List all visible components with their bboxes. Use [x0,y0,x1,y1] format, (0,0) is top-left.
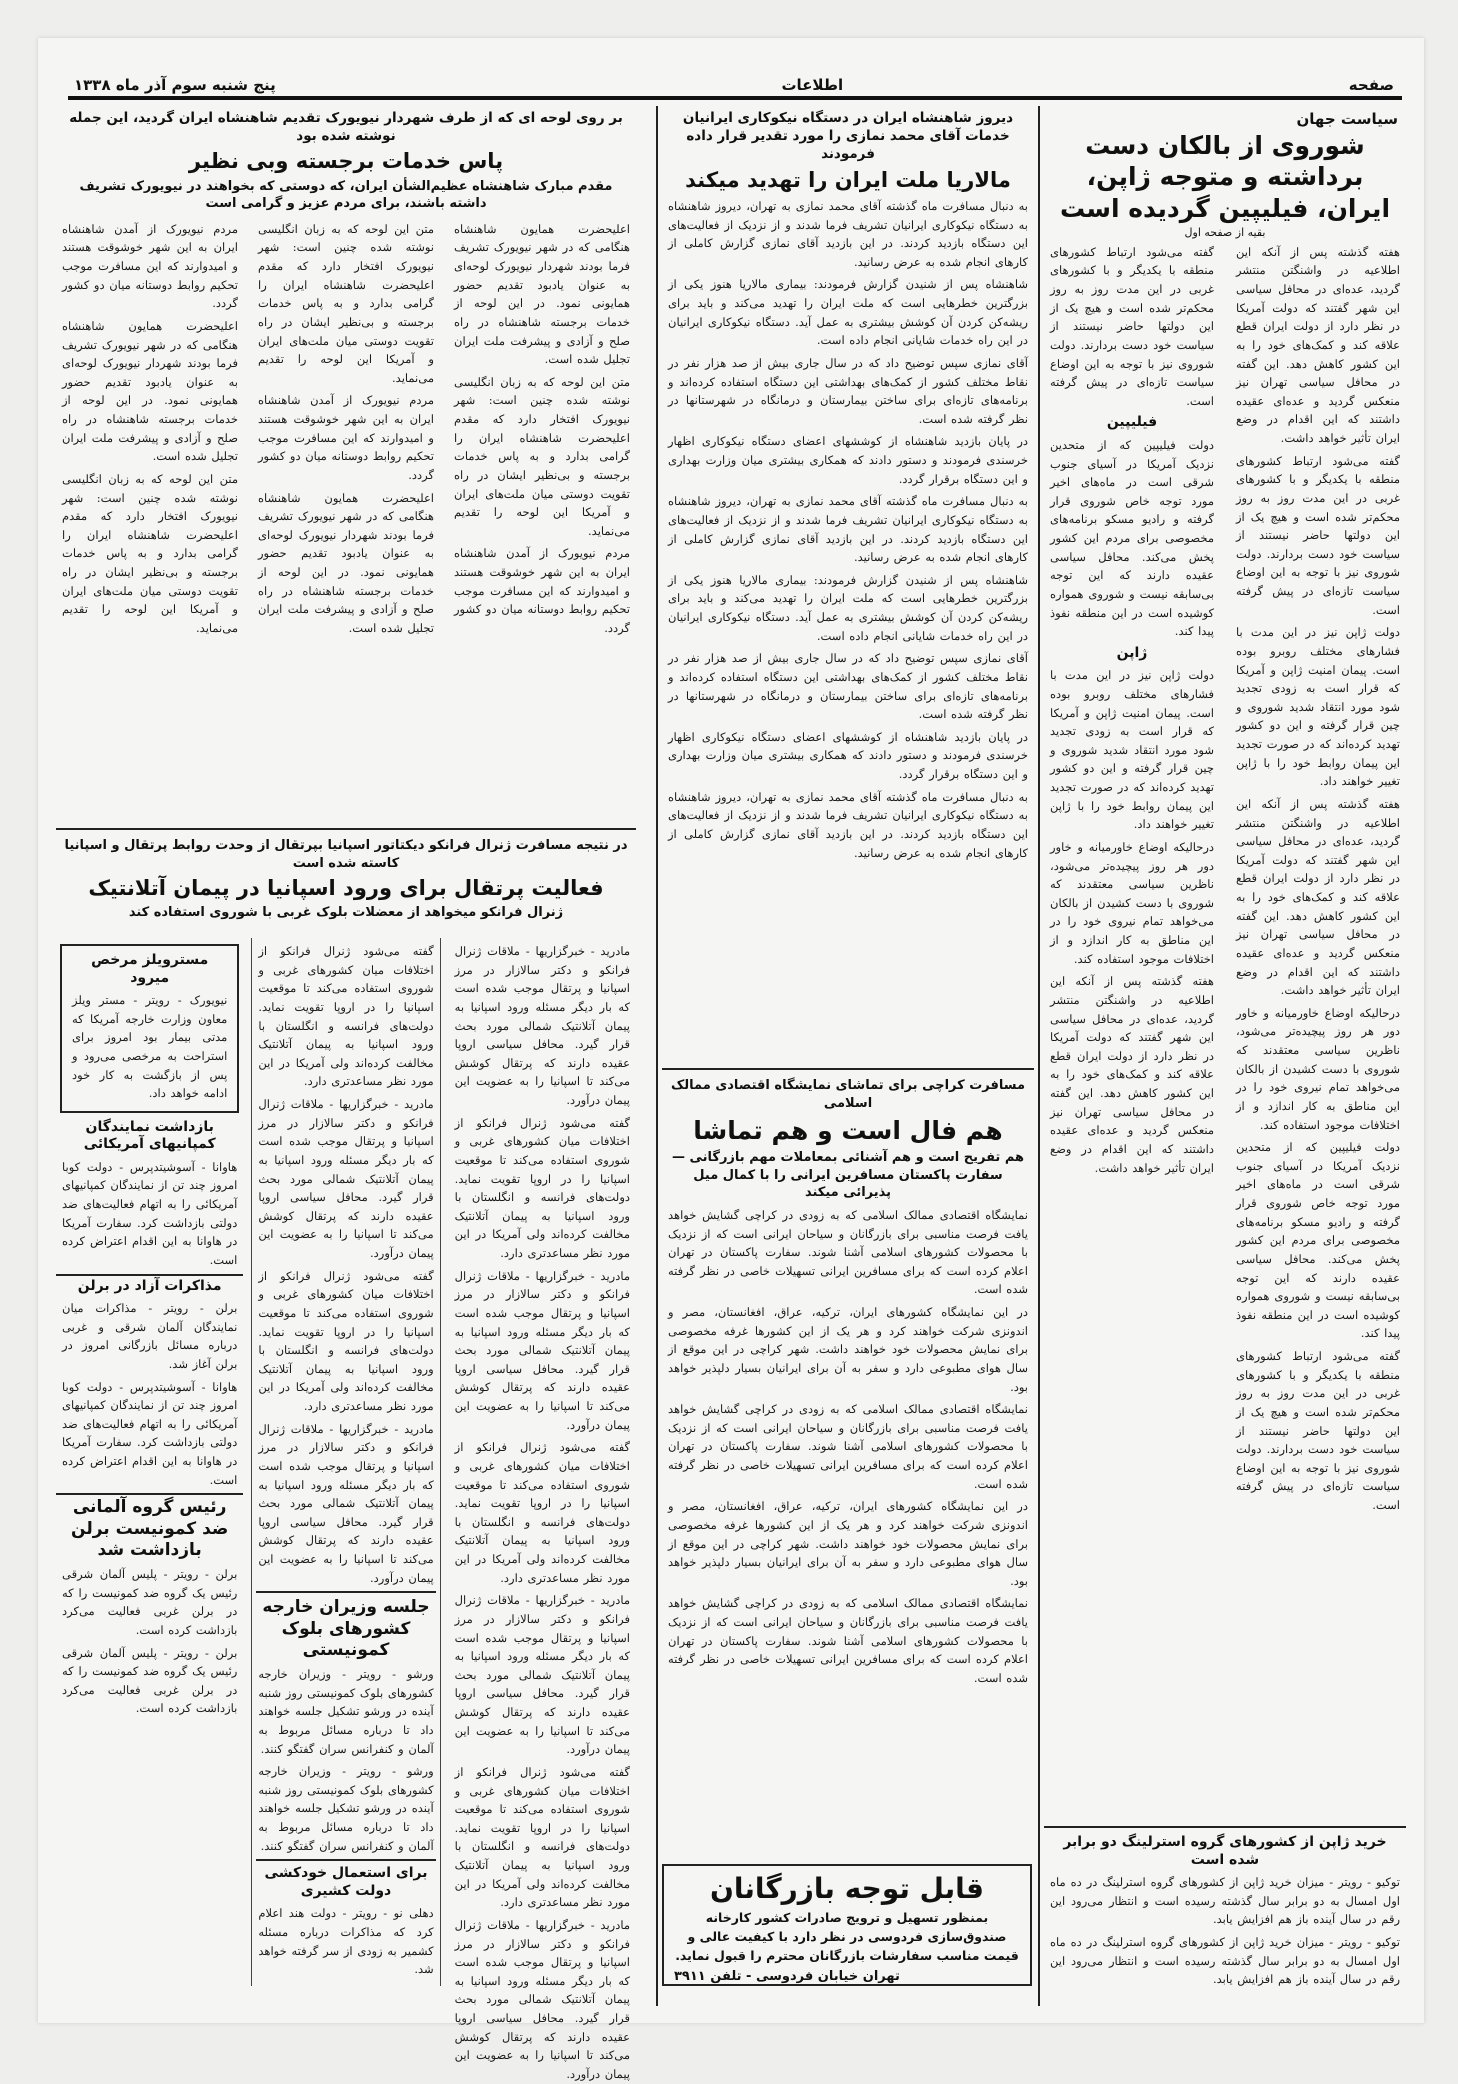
article-paragraph: درحالیکه اوضاع خاورمیانه و خاور دور هر روز پیچیده‌تر می‌شود، ناظرین سیاسی معتقدند که شوروی با دست کشیدن از بالکان می‌خواهد تمام نیروی خود را در این مناطق به کار اندازد و از اختلافات موجود استفاده کند. [1050,839,1214,966]
brief-title: مذاکرات آزاد در برلن [77,1277,222,1294]
deck-karachi: هم تفریح است و هم آشنائی بمعاملات مهم بازرگانی — سفارت پاکستان مسافرین ایرانی را با کمال میل پذیرائی میکند [671,1150,1025,1201]
article-paragraph: به دنبال مسافرت ماه گذشته آقای محمد نمازی به تهران، دیروز شاهنشاه به دستگاه نیکوکاری ایرانیان تشریف فرما شدند و از نزدیک از فعالیت‌های این دستگاه بازدید کردند. در این بازدید آقای نمازی گزارش کاملی از کارهای انجام شده به عرض رسانید. [668,494,1028,565]
article-paragraph: هفته گذشته پس از آنکه این اطلاعیه در واشنگتن منتشر گردید، عده‌ای در محافل سیاسی این شهر گفتند که دولت آمریکا در نظر دارد از دولت ایران قطع علاقه کند و کمک‌های خود را به این کشور کاهش دهد. این گفته در محافل سیاسی تهران نیز منعکس گردید و عده‌ای عقیده داشتند که این اقدام در وضع ایران تأثیر خواهد داشت. [1236,244,1400,445]
article-paragraph: مردم نیویورک از آمدن شاهنشاه ایران به این شهر خوشوقت هستند و امیدوارند که این مسافرت موجب تحکیم روابط دوستانه میان دو کشور گردد. [454,546,630,635]
article-paragraph: نمایشگاه اقتصادی ممالک اسلامی که به زودی در کراچی گشایش خواهد یافت فرصت مناسبی برای بازرگانان و سیاحان ایرانی است که از نزدیک با محصولات کشورهای اسلامی آشنا شوند. سفارت پاکستان در تهران اعلام کرده است که برای مسافرین ایرانی تسهیلات خاصی در نظر گرفته شده است. [668,1402,1028,1491]
article-paragraph: در پایان بازدید شاهنشاه از کوششهای اعضای دستگاه نیکوکاری اظهار خرسندی فرمودند و دستور دادند که همکاری بیشتری میان وزارت بهداری و این دستگاه برقرار گردد. [668,729,1028,782]
article-paragraph: نمایشگاه اقتصادی ممالک اسلامی که به زودی در کراچی گشایش خواهد یافت فرصت مناسبی برای بازرگانان و سیاحان ایرانی است که از نزدیک با محصولات کشورهای اسلامی آشنا شوند. سفارت پاکستان در تهران اعلام کرده است که برای مسافرین ایرانی تسهیلات خاصی در نظر گرفته شده است. [668,1207,1028,1297]
article-paragraph: دولت ژاپن نیز در این مدت با فشارهای مختلف روبرو بوده است. پیمان امنیت ژاپن و آمریکا که قرار است به زودی تجدید شود مورد انتقاد شدید شوروی و چین قرار گرفته و این دو کشور تهدید کرده‌اند که در صورت تجدید این پیمان روابط خود را با ژاپن تغییر خواهند داد. [1050,668,1214,832]
deck-franco: ژنرال فرانکو میخواهد از معضلات بلوک غربی با شوروی استفاده کند [128,905,564,921]
brief-body: هاوانا - آسوشیتدپرس - دولت کوبا امروز چند تن از نمایندگان کمپانیهای آمریکائی را به اتهام فعالیت‌های ضد دولتی بازداشت کرد. سفارت آمریکا در هاوانا به این اقدام اعتراض کرده است. [62,1379,238,1487]
article-paragraph: به دنبال مسافرت ماه گذشته آقای محمد نمازی به تهران، دیروز شاهنشاه به دستگاه نیکوکاری ایرانیان تشریف فرما شدند و از نزدیک از فعالیت‌های این دستگاه بازدید کردند. در این بازدید آقای نمازی گزارش کاملی از کارهای انجام شده به عرض رسانید. [668,198,1028,269]
brief-berlin-group [56,1493,243,1718]
column-left-franco [56,834,636,934]
article-paragraph: متن این لوحه که به زبان انگلیسی نوشته شده چنین است: شهر نیویورک افتخار دارد که مقدم اعلیحضرت شاهنشاه ایران را گرامی بدارد و به پاس خدمات برجسته و بی‌نظیر ایشان در راه تقویت دوستی میان ملت‌های ایران و آمریکا این لوحه را تقدیم می‌نماید. [454,374,630,538]
subhead-philippines: فیلیپین [1106,414,1158,431]
article-paragraph: گفته می‌شود ژنرال فرانکو از اختلافات میان کشورهای غربی و شوروی استفاده می‌کند تا موقعیت اسپانیا را در اروپا تقویت نماید. دولت‌های فرانسه و انگلستان با ورود اسپانیا به پیمان آتلانتیک مخالفت کرده‌اند ولی آمریکا در این مورد نظر مساعدتری دارد. [454,1115,630,1260]
brief-body: هاوانا - آسوشیتدپرس - دولت کوبا امروز چند تن از نمایندگان کمپانیهای آمریکائی را به اتهام فعالیت‌های ضد دولتی بازداشت کرد. سفارت آمریکا در هاوانا به این اقدام اعتراض کرده است. [62,1159,238,1267]
kicker-newyork: بر روی لوحه ای که از طرف شهردار نیویورک تقدیم شاهنشاه ایران گردید، این جمله نوشته شده بود [69,110,623,145]
article-paragraph: درحالیکه اوضاع خاورمیانه و خاور دور هر روز پیچیده‌تر می‌شود، ناظرین سیاسی معتقدند که شوروی با دست کشیدن از بالکان می‌خواهد تمام نیروی خود را در این مناطق به کار اندازد و از اختلافات موجود استفاده کند. [1236,1005,1400,1132]
article-paragraph: مادرید - خبرگزاریها - ملاقات ژنرال فرانکو و دکتر سالازار در مرز اسپانیا و پرتقال موجب شده است که بار دیگر مسئله ورود اسپانیا به پیمان آتلانتیک شمالی مورد بحث قرار گیرد. محافل سیاسی اروپا عقیده دارند که پرتقال کوشش می‌کند تا اسپانیا را به عضویت این پیمان درآورد. [454,944,630,1107]
article-paragraph: مادرید - خبرگزاریها - ملاقات ژنرال فرانکو و دکتر سالازار در مرز اسپانیا و پرتقال موجب شده است که بار دیگر مسئله ورود اسپانیا به پیمان آتلانتیک شمالی مورد بحث قرار گیرد. محافل سیاسی اروپا عقیده دارند که پرتقال کوشش می‌کند تا اسپانیا را به عضویت این پیمان درآورد. [258,1097,434,1260]
column-right [1044,106,1406,2006]
column-divider [656,106,658,2006]
paper-name: اطلاعات [781,76,844,94]
continued-note: بقیه از صفحه اول [1184,225,1266,239]
brief-berlin [56,1274,243,1490]
article-paragraph: ورشو - رویتر - وزیران خارجه کشورهای بلوک کمونیستی روز شنبه آینده در ورشو تشکیل جلسه خواهند داد تا درباره مسائل مربوط به آلمان و کنفرانس سران گفتگو کنند. [258,1764,434,1853]
article-paragraph: ورشو - رویتر - وزیران خارجه کشورهای بلوک کمونیستی روز شنبه آینده در ورشو تشکیل جلسه خواهند داد تا درباره مسائل مربوط به آلمان و کنفرانس سران گفتگو کنند. [258,1667,434,1756]
brief-title: بازداشت نمایندگان کمپانیهای آمریکائی [83,1118,216,1153]
article-paragraph: گفته می‌شود ارتباط کشورهای منطقه با یکدیگر و با کشورهای غربی در این مدت روز به روز محکم‌تر شده است و هیچ یک از این دولتها حاضر نیستند از سیاست خود دست بردارند. دولت شوروی نیز با توجه به این اوضاع سیاست تازه‌ای در پیش گرفته است. [1236,453,1400,617]
headline-malaria: مالاریا ملت ایران را تهدید میکند [685,167,1011,192]
article-paragraph: متن این لوحه که به زبان انگلیسی نوشته شده چنین است: شهر نیویورک افتخار دارد که مقدم اعلیحضرت شاهنشاه ایران را گرامی بدارد و به پاس خدمات برجسته و بی‌نظیر ایشان در راه تقویت دوستی میان ملت‌های ایران و آمریکا این لوحه را تقدیم می‌نماید. [62,471,238,635]
brief-body: برلن - رویتر - مذاکرات میان نمایندگان آلمان شرقی و غربی درباره مسائل بازرگانی امروز در برلن آغاز شد. [62,1301,238,1371]
article-paragraph: گفته می‌شود ژنرال فرانکو از اختلافات میان کشورهای غربی و شوروی استفاده می‌کند تا موقعیت اسپانیا را در اروپا تقویت نماید. دولت‌های فرانسه و انگلستان با ورود اسپانیا به پیمان آتلانتیک مخالفت کرده‌اند ولی آمریکا در این مورد نظر مساعدتری دارد. [454,1440,630,1585]
masthead [74,58,1394,94]
headline-karachi: هم فال است و هم تماشا [693,1116,1003,1146]
brief-body: نیویورک - رویتر - مستر ویلز معاون وزارت خارجه آمریکا که مدتی بیمار بود امروز برای استراحت به مرخصی می‌رود و پس از بازگشت به کار خود ادامه خواهد داد. [72,993,228,1101]
article-paragraph: دولت فیلیپین که از متحدین نزدیک آمریکا در آسیای جنوب شرقی است در ماه‌های اخیر مورد توجه خاص شوروی قرار گرفته و رادیو مسکو برنامه‌های مخصوصی برای مردم این کشور پخش می‌کند. محافل سیاسی عقیده دارند که این توجه بی‌سابقه نیست و شوروی همواره کوشیده است در این منطقه نفوذ پیدا کند. [1236,1140,1400,1341]
article-paragraph: گفته می‌شود ژنرال فرانکو از اختلافات میان کشورهای غربی و شوروی استفاده می‌کند تا موقعیت اسپانیا را در اروپا تقویت نماید. دولت‌های فرانسه و انگلستان با ورود اسپانیا به پیمان آتلانتیک مخالفت کرده‌اند ولی آمریکا در این مورد نظر مساعدتری دارد. [454,1764,630,1910]
article-paragraph: شاهنشاه پس از شنیدن گزارش فرمودند: بیماری مالاریا هنوز یکی از بزرگترین خطرهایی است که ملت ایران را تهدید می‌کند و باید برای ریشه‌کن کردن آن کوشش بیشتری به عمل آید. دستگاه نیکوکاری ایرانیان در این راه خدمات شایانی انجام داده است. [668,277,1028,348]
article-paragraph: اعلیحضرت همایون شاهنشاه هنگامی که در شهر نیویورک تشریف فرما بودند شهردار نیویورک لوحه‌ای به عنوان یادبود تقدیم حضور همایونی نمود. در این لوحه از خدمات برجسته شاهنشاه در راه صلح و آزادی و پیشرفت ملت ایران تجلیل شده است. [454,221,630,367]
headline-newyork: پاس خدمات برجسته وبی نظیر [188,149,504,174]
article-paragraph: هفته گذشته پس از آنکه این اطلاعیه در واشنگتن منتشر گردید، عده‌ای در محافل سیاسی این شهر گفتند که دولت آمریکا در نظر دارد از دولت ایران قطع علاقه کند و کمک‌های خود را به این کشور کاهش دهد. این گفته در محافل سیاسی تهران نیز منعکس گردید و عده‌ای عقیده داشتند که این اقدام در وضع ایران تأثیر خواهد داشت. [1236,796,1400,998]
box-japan-sterling [1044,1826,1406,1988]
kicker-world-politics: سیاست جهان [1296,110,1398,128]
ad-box [662,1864,1032,1986]
headline-soviet-balkans: شوروی از بالکان دست برداشته و متوجه ژاپن، ایران، فیلیپین گردیده است [1059,131,1391,223]
kicker-malaria: دیروز شاهنشاه ایران در دستگاه نیکوکاری ایرانیان خدمات آقای محمد نمازی را مورد تقدیر قرار داده فرمودند [682,110,1014,163]
article-paragraph: گفته می‌شود ارتباط کشورهای منطقه با یکدیگر و با کشورهای غربی در این مدت روز به روز محکم‌تر شده است و هیچ یک از این دولتها حاضر نیستند از سیاست خود دست بردارند. دولت شوروی نیز با توجه به این اوضاع سیاست تازه‌ای در پیش گرفته است. [1236,1349,1400,1512]
masthead-rule [68,96,1402,100]
kicker-karachi: مسافرت کراچی برای تماشای نمایشگاه اقتصادی ممالک اسلامی [670,1078,1026,1111]
headline-bloc-meeting: جلسه وزیران خارجه کشورهای بلوک کمونیستی [256,1591,435,1661]
article-paragraph: اعلیحضرت همایون شاهنشاه هنگامی که در شهر نیویورک تشریف فرما بودند شهردار نیویورک لوحه‌ای به عنوان یادبود تقدیم حضور همایونی نمود. در این لوحه از خدمات برجسته شاهنشاه در راه صلح و آزادی و پیشرفت ملت ایران تجلیل شده است. [62,318,238,464]
article-paragraph: مردم نیویورک از آمدن شاهنشاه ایران به این شهر خوشوقت هستند و امیدوارند که این مسافرت موجب تحکیم روابط دوستانه میان دو کشور گردد. [62,221,238,311]
box-title: خرید ژاپن از کشورهای گروه استرلینگ دو برابر شده است [1063,1834,1387,1868]
article-paragraph: دهلی نو - رویتر - دولت هند اعلام کرد که مذاکرات درباره مسئله کشمیر به زودی از سر گرفته خواهد شد. [258,1906,434,1977]
article-paragraph: مادرید - خبرگزاریها - ملاقات ژنرال فرانکو و دکتر سالازار در مرز اسپانیا و پرتقال موجب شده است که بار دیگر مسئله ورود اسپانیا به پیمان آتلانتیک شمالی مورد بحث قرار گیرد. محافل سیاسی اروپا عقیده دارند که پرتقال کوشش می‌کند تا اسپانیا را به عضویت این پیمان درآورد. [454,1917,630,2081]
article-paragraph: مادرید - خبرگزاریها - ملاقات ژنرال فرانکو و دکتر سالازار در مرز اسپانیا و پرتقال موجب شده است که بار دیگر مسئله ورود اسپانیا به پیمان آتلانتیک شمالی مورد بحث قرار گیرد. محافل سیاسی اروپا عقیده دارند که پرتقال کوشش می‌کند تا اسپانیا را به عضویت این پیمان درآورد. [454,1268,630,1432]
article-paragraph: در این نمایشگاه کشورهای ایران، ترکیه، عراق، افغانستان، مصر و اندونزی شرکت خواهند کرد و هر یک از این کشورها غرفه مخصوصی برای نمایش محصولات خود خواهند داشت. شهر کراچی در این موقع از سال هوای مطبوعی دارد و سفر به آن برای ایرانیان بسیار دلپذیر خواهد بود. [668,1499,1028,1588]
brief-wells [60,944,239,1113]
brief-title: رئیس گروه آلمانی ضد کمونیست برلن بازداشت شد [71,1497,229,1560]
column-divider [1038,106,1040,2006]
article-paragraph: مادرید - خبرگزاریها - ملاقات ژنرال فرانکو و دکتر سالازار در مرز اسپانیا و پرتقال موجب شده است که بار دیگر مسئله ورود اسپانیا به پیمان آتلانتیک شمالی مورد بحث قرار گیرد. محافل سیاسی اروپا عقیده دارند که پرتقال کوشش می‌کند تا اسپانیا را به عضویت این پیمان درآورد. [454,1593,630,1757]
brief-body: برلن - رویتر - پلیس آلمان شرقی رئیس یک گروه ضد کمونیست را که در برلن غربی فعالیت می‌کرد بازداشت کرده است. [62,1645,238,1716]
headline-kashmir: برای استعمال خودکشی دولت کشیری [256,1859,435,1900]
headline-franco: فعالیت پرتقال برای ورود اسپانیا در پیمان آتلانتیک [88,876,604,901]
article-karachi [662,1074,1034,1854]
article-paragraph: اعلیحضرت همایون شاهنشاه هنگامی که در شهر نیویورک تشریف فرما بودند شهردار نیویورک لوحه‌ای به عنوان یادبود تقدیم حضور همایونی نمود. در این لوحه از خدمات برجسته شاهنشاه در راه صلح و آزادی و پیشرفت ملت ایران تجلیل شده است. [258,490,434,635]
article-paragraph: دولت ژاپن نیز در این مدت با فشارهای مختلف روبرو بوده است. پیمان امنیت ژاپن و آمریکا که قرار است به زودی تجدید شود مورد انتقاد شدید شوروی و چین قرار گرفته و این دو کشور تهدید کرده‌اند که در صورت تجدید این پیمان روابط خود را با ژاپن تغییر خواهند داد. [1236,625,1400,789]
article-paragraph: به دنبال مسافرت ماه گذشته آقای محمد نمازی به تهران، دیروز شاهنشاه به دستگاه نیکوکاری ایرانیان تشریف فرما شدند و از نزدیک از فعالیت‌های این دستگاه بازدید کردند. در این بازدید آقای نمازی گزارش کاملی از کارهای انجام شده به عرض رسانید. [668,789,1028,860]
column-left-top [56,106,636,826]
article-paragraph: گفته می‌شود ژنرال فرانکو از اختلافات میان کشورهای غربی و شوروی استفاده می‌کند تا موقعیت اسپانیا را در اروپا تقویت نماید. دولت‌های فرانسه و انگلستان با ورود اسپانیا به پیمان آتلانتیک مخالفت کرده‌اند ولی آمریکا در این مورد نظر مساعدتری دارد. [258,1268,434,1413]
newspaper-page [38,38,1424,2081]
ad-address: تهران خیابان فردوسی - تلفن ۳۹۱۱ [674,1969,900,1985]
deck-newyork: مقدم مبارک شاهنشاه عظیم‌الشأن ایران، که دوستی که بخواهند در نیویورک تشریف داشته باشند، برای مردم عزیز و گرامی است [79,178,613,212]
ad-title: قابل توجه بازرگانان [709,1872,985,1905]
subhead-japan: ژاپن [1116,644,1148,661]
article-paragraph: آقای نمازی سپس توضیح داد که در سال جاری بیش از صد هزار نفر در نقاط مختلف کشور از کمک‌های بهداشتی این دستگاه استفاده کرده‌اند و برنامه‌های تازه‌ای برای ساختن بیمارستان و درمانگاه در شهرستانها در نظر گرفته شده است. [668,355,1028,426]
kicker-franco: در نتیجه مسافرت ژنرال فرانکو دیکتاتور اسپانیا بپرتقال از وحدت روابط پرتقال و اسپانیا کاسته شده است [64,838,628,871]
article-paragraph: هفته گذشته پس از آنکه این اطلاعیه در واشنگتن منتشر گردید، عده‌ای در محافل سیاسی این شهر گفتند که دولت آمریکا در نظر دارد از دولت ایران قطع علاقه کند و کمک‌های خود را به این کشور کاهش دهد. این گفته در محافل سیاسی تهران نیز منعکس گردید و عده‌ای عقیده داشتند که این اقدام در وضع ایران تأثیر خواهد داشت. [1050,974,1214,1175]
article-paragraph: متن این لوحه که به زبان انگلیسی نوشته شده چنین است: شهر نیویورک افتخار دارد که مقدم اعلیحضرت شاهنشاه ایران را گرامی بدارد و به پاس خدمات برجسته و بی‌نظیر ایشان در راه تقویت دوستی میان ملت‌های ایران و آمریکا این لوحه را تقدیم می‌نماید. [258,221,434,385]
franco-body [56,938,636,2081]
article-paragraph: گفته می‌شود ارتباط کشورهای منطقه با یکدیگر و با کشورهای غربی در این مدت روز به روز محکم‌تر شده است و هیچ یک از این دولتها حاضر نیستند از سیاست خود دست بردارند. دولت شوروی نیز با توجه به این اوضاع سیاست تازه‌ای در پیش گرفته است. [1050,244,1214,408]
issue-date: پنج شنبه سوم آذر ماه ۱۳۳۸ [74,76,276,94]
section-divider [662,1068,1034,1070]
article-paragraph: آقای نمازی سپس توضیح داد که در سال جاری بیش از صد هزار نفر در نقاط مختلف کشور از کمک‌های بهداشتی این دستگاه استفاده کرده‌اند و برنامه‌های تازه‌ای برای ساختن بیمارستان و درمانگاه در شهرستانها در نظر گرفته شده است. [668,651,1028,722]
article-paragraph: دولت فیلیپین که از متحدین نزدیک آمریکا در آسیای جنوب شرقی است در ماه‌های اخیر مورد توجه خاص شوروی قرار گرفته و رادیو مسکو برنامه‌های مخصوصی برای مردم این کشور پخش می‌کند. محافل سیاسی عقیده دارند که این توجه بی‌سابقه نیست و شوروی همواره کوشیده است در این منطقه نفوذ پیدا کند. [1050,437,1214,639]
article-paragraph: گفته می‌شود ژنرال فرانکو از اختلافات میان کشورهای غربی و شوروی استفاده می‌کند تا موقعیت اسپانیا را در اروپا تقویت نماید. دولت‌های فرانسه و انگلستان با ورود اسپانیا به پیمان آتلانتیک مخالفت کرده‌اند ولی آمریکا در این مورد نظر مساعدتری دارد. [258,944,434,1089]
article-paragraph: شاهنشاه پس از شنیدن گزارش فرمودند: بیماری مالاریا هنوز یکی از بزرگترین خطرهایی است که ملت ایران را تهدید می‌کند و باید برای ریشه‌کن کردن آن کوشش بیشتری به عمل آید. دستگاه نیکوکاری ایرانیان در این راه خدمات شایانی انجام داده است. [668,572,1028,643]
box-body: توکیو - رویتر - میزان خرید ژاپن از کشورهای گروه استرلینگ در ده ماه اول امسال به دو برابر سال گذشته رسیده است و انتظار می‌رود این رقم در سال آینده باز هم افزایش یابد. [1050,1875,1400,1927]
brief-body: برلن - رویتر - پلیس آلمان شرقی رئیس یک گروه ضد کمونیست را که در برلن غربی فعالیت می‌کرد بازداشت کرده است. [62,1567,238,1637]
brief-cuba [56,1119,243,1270]
brief-title: مسترویلز مرخص میرود [91,952,209,986]
article-paragraph: در این نمایشگاه کشورهای ایران، ترکیه، عراق، افغانستان، مصر و اندونزی شرکت خواهند کرد و هر یک از این کشورها غرفه مخصوصی برای نمایش محصولات خود خواهند داشت. شهر کراچی در این موقع از سال هوای مطبوعی دارد و سفر به آن برای ایرانیان بسیار دلپذیر خواهد بود. [668,1305,1028,1394]
article-paragraph: نمایشگاه اقتصادی ممالک اسلامی که به زودی در کراچی گشایش خواهد یافت فرصت مناسبی برای بازرگانان و سیاحان ایرانی است که از نزدیک با محصولات کشورهای اسلامی آشنا شوند. سفارت پاکستان در تهران اعلام کرده است که برای مسافرین ایرانی تسهیلات خاصی در نظر گرفته شده است. [668,1596,1028,1685]
page-label: صفحه [1348,76,1394,94]
section-divider [56,828,636,830]
box-body: توکیو - رویتر - میزان خرید ژاپن از کشورهای گروه استرلینگ در ده ماه اول امسال به دو برابر سال گذشته رسیده است و انتظار می‌رود این رقم در سال آینده باز هم افزایش یابد. [1050,1934,1400,1987]
ad-body: بمنظور تسهیل و ترویج صادرات کشور کارخانه صندوق‌سازی فردوسی در نظر دارد با کیفیت عالی و قیمت مناسب سفارشات بازرگانان محترم را قبول نماید. [675,1910,1019,1963]
article-paragraph: در پایان بازدید شاهنشاه از کوششهای اعضای دستگاه نیکوکاری اظهار خرسندی فرمودند و دستور دادند که همکاری بیشتری میان وزارت بهداری و این دستگاه برقرار گردد. [668,434,1028,486]
article-paragraph: مردم نیویورک از آمدن شاهنشاه ایران به این شهر خوشوقت هستند و امیدوارند که این مسافرت موجب تحکیم روابط دوستانه میان دو کشور گردد. [258,393,434,482]
article-paragraph: مادرید - خبرگزاریها - ملاقات ژنرال فرانکو و دکتر سالازار در مرز اسپانیا و پرتقال موجب شده است که بار دیگر مسئله ورود اسپانیا به پیمان آتلانتیک شمالی مورد بحث قرار گیرد. محافل سیاسی اروپا عقیده دارند که پرتقال کوشش می‌کند تا اسپانیا را به عضویت این پیمان درآورد. [258,1421,434,1585]
